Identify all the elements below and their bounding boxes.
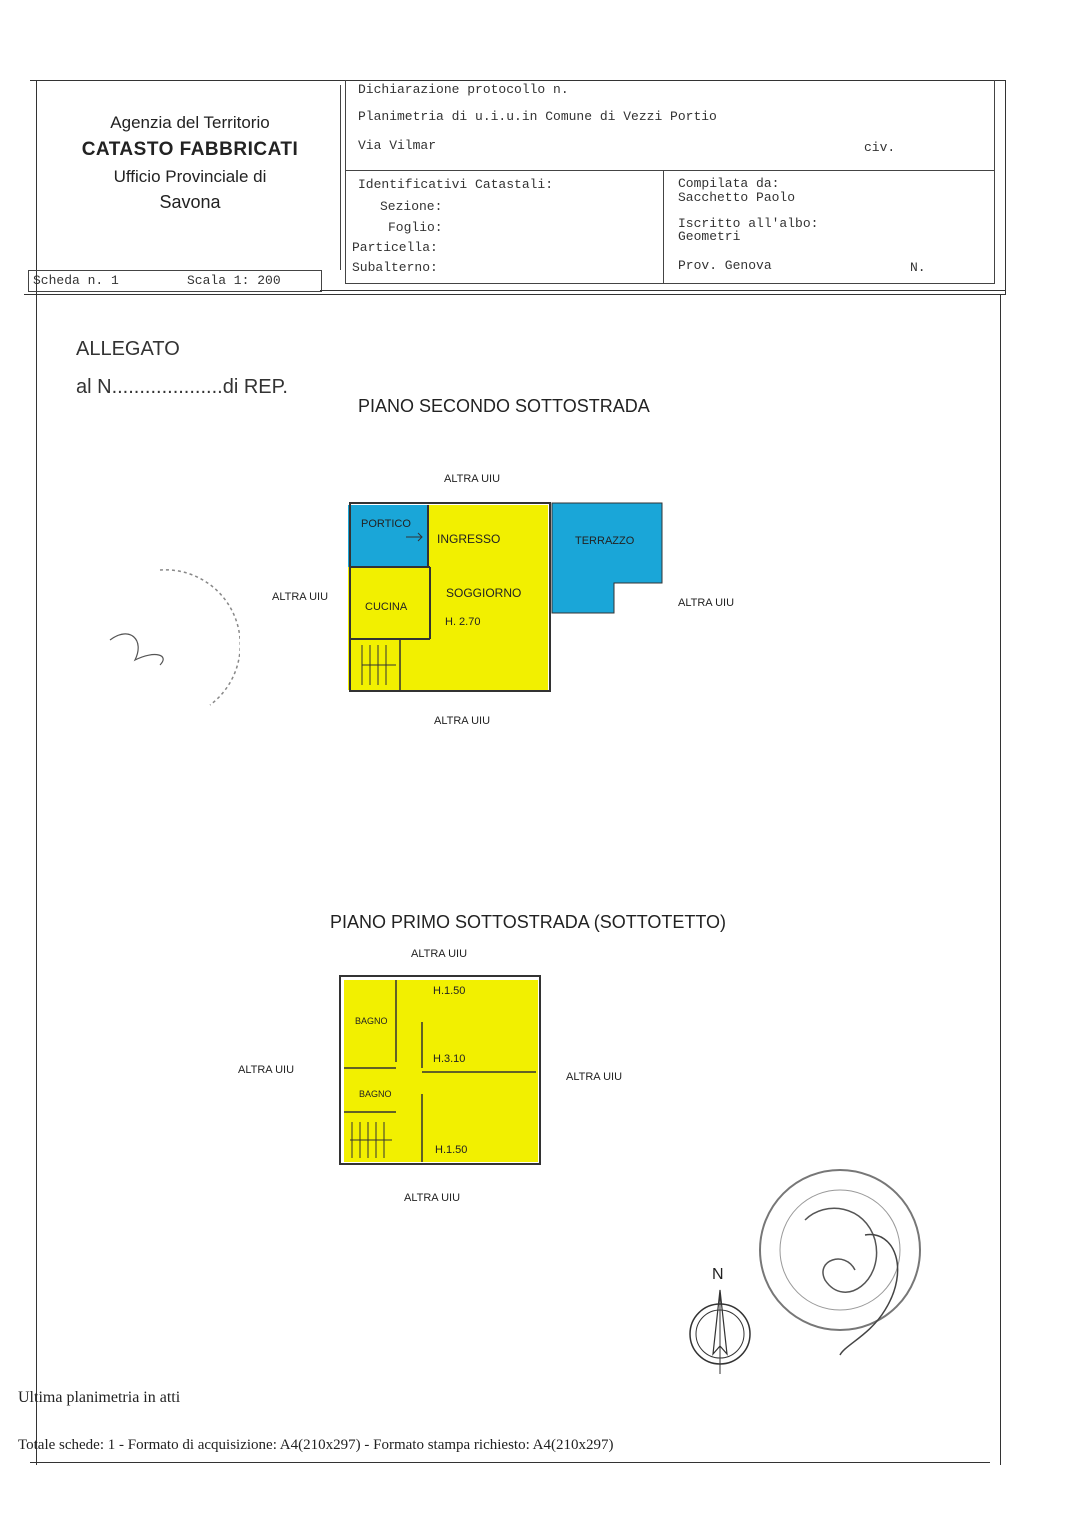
agency-name: Agenzia del Territorio xyxy=(110,113,270,132)
compass-icon xyxy=(680,1284,760,1394)
room-bagno-1: BAGNO xyxy=(355,1016,388,1026)
stamp-right xyxy=(745,1160,935,1360)
plan2-yellow-area xyxy=(344,980,538,1162)
via-text: Via Vilmar xyxy=(358,138,437,153)
compass-north-label: N xyxy=(712,1266,724,1283)
frame-bottom xyxy=(30,1462,990,1463)
catasto-title: CATASTO FABBRICATI xyxy=(81,139,299,160)
provincia-albo: Prov. Genova xyxy=(678,258,772,273)
plan2-title: PIANO PRIMO SOTTOSTRADA (SOTTOTETTO) xyxy=(330,912,727,932)
plan2-height-2: H.3.10 xyxy=(433,1053,466,1065)
room-ingresso: INGRESSO xyxy=(437,532,501,546)
particella-label: Particella: xyxy=(352,240,438,255)
plan1-title: PIANO SECONDO SOTTOSTRADA xyxy=(358,396,650,416)
frame-right-top xyxy=(1005,80,1006,295)
provincia-name: Savona xyxy=(159,192,221,212)
plan1-height: H. 2.70 xyxy=(445,616,481,628)
room-cucina: CUCINA xyxy=(365,601,408,613)
plan2-height-1: H.1.50 xyxy=(433,985,466,997)
agency-block xyxy=(40,85,341,270)
divider-top xyxy=(320,290,1006,291)
compilata-label: Compilata da: xyxy=(678,176,780,191)
stamp-left xyxy=(100,565,240,725)
sezione-label: Sezione: xyxy=(380,199,443,214)
plan1-label-right: ALTRA UIU xyxy=(678,597,735,609)
plan2-height-3: H.1.50 xyxy=(435,1144,468,1156)
frame-right xyxy=(1000,295,1001,1465)
plan1-label-bottom: ALTRA UIU xyxy=(434,715,491,727)
plan2-floorplan xyxy=(336,972,548,1168)
divider-top-2 xyxy=(24,294,1006,295)
albo-name: Geometri xyxy=(678,229,741,244)
ultima-planimetria: Ultima planimetria in atti xyxy=(18,1389,181,1406)
dichiarazione-text: Dichiarazione protocollo n. xyxy=(358,82,569,97)
subalterno-label: Subalterno: xyxy=(352,260,438,275)
iscritto-label: Iscritto all'albo: xyxy=(678,216,819,231)
numero-label: N. xyxy=(910,260,926,275)
civ-text: civ. xyxy=(864,140,896,155)
room-terrazzo: TERRAZZO xyxy=(575,535,635,547)
plan1-label-top: ALTRA UIU xyxy=(444,473,501,485)
totale-schede: Totale schede: 1 - Formato di acquisizione: A4(210x297) - Formato stampa richiesto: A4(210x297) xyxy=(18,1437,614,1453)
compilata-box xyxy=(663,170,995,284)
scala-value: Scala 1: 200 xyxy=(187,273,281,288)
identificativi-label: Identificativi Catastali: xyxy=(358,177,554,192)
plan1-portico-area xyxy=(348,505,428,567)
allegato-label: ALLEGATO xyxy=(76,338,180,360)
plan1-label-left: ALTRA UIU xyxy=(272,591,329,603)
scheda-box xyxy=(28,270,322,292)
scheda-number: Scheda n. 1 xyxy=(33,273,119,288)
plan2-label-left: ALTRA UIU xyxy=(238,1064,295,1076)
compilata-name: Sacchetto Paolo xyxy=(678,190,796,205)
allegato-rep: al N....................di REP. xyxy=(76,376,288,398)
planimetria-box xyxy=(345,80,995,171)
plan2-label-bottom: ALTRA UIU xyxy=(404,1192,461,1204)
plan2-label-top: ALTRA UIU xyxy=(411,948,468,960)
room-bagno-2: BAGNO xyxy=(359,1089,392,1099)
foglio-label: Foglio: xyxy=(388,220,443,235)
room-soggiorno: SOGGIORNO xyxy=(446,586,522,600)
planimetria-text: Planimetria di u.i.u.in Comune di Vezzi Portio xyxy=(358,109,717,124)
plan1-terrazzo-area xyxy=(552,503,662,613)
room-portico: PORTICO xyxy=(361,518,411,530)
ufficio-label: Ufficio Provinciale di xyxy=(113,167,267,186)
identificativi-box xyxy=(345,170,664,284)
plan2-label-right: ALTRA UIU xyxy=(566,1071,623,1083)
